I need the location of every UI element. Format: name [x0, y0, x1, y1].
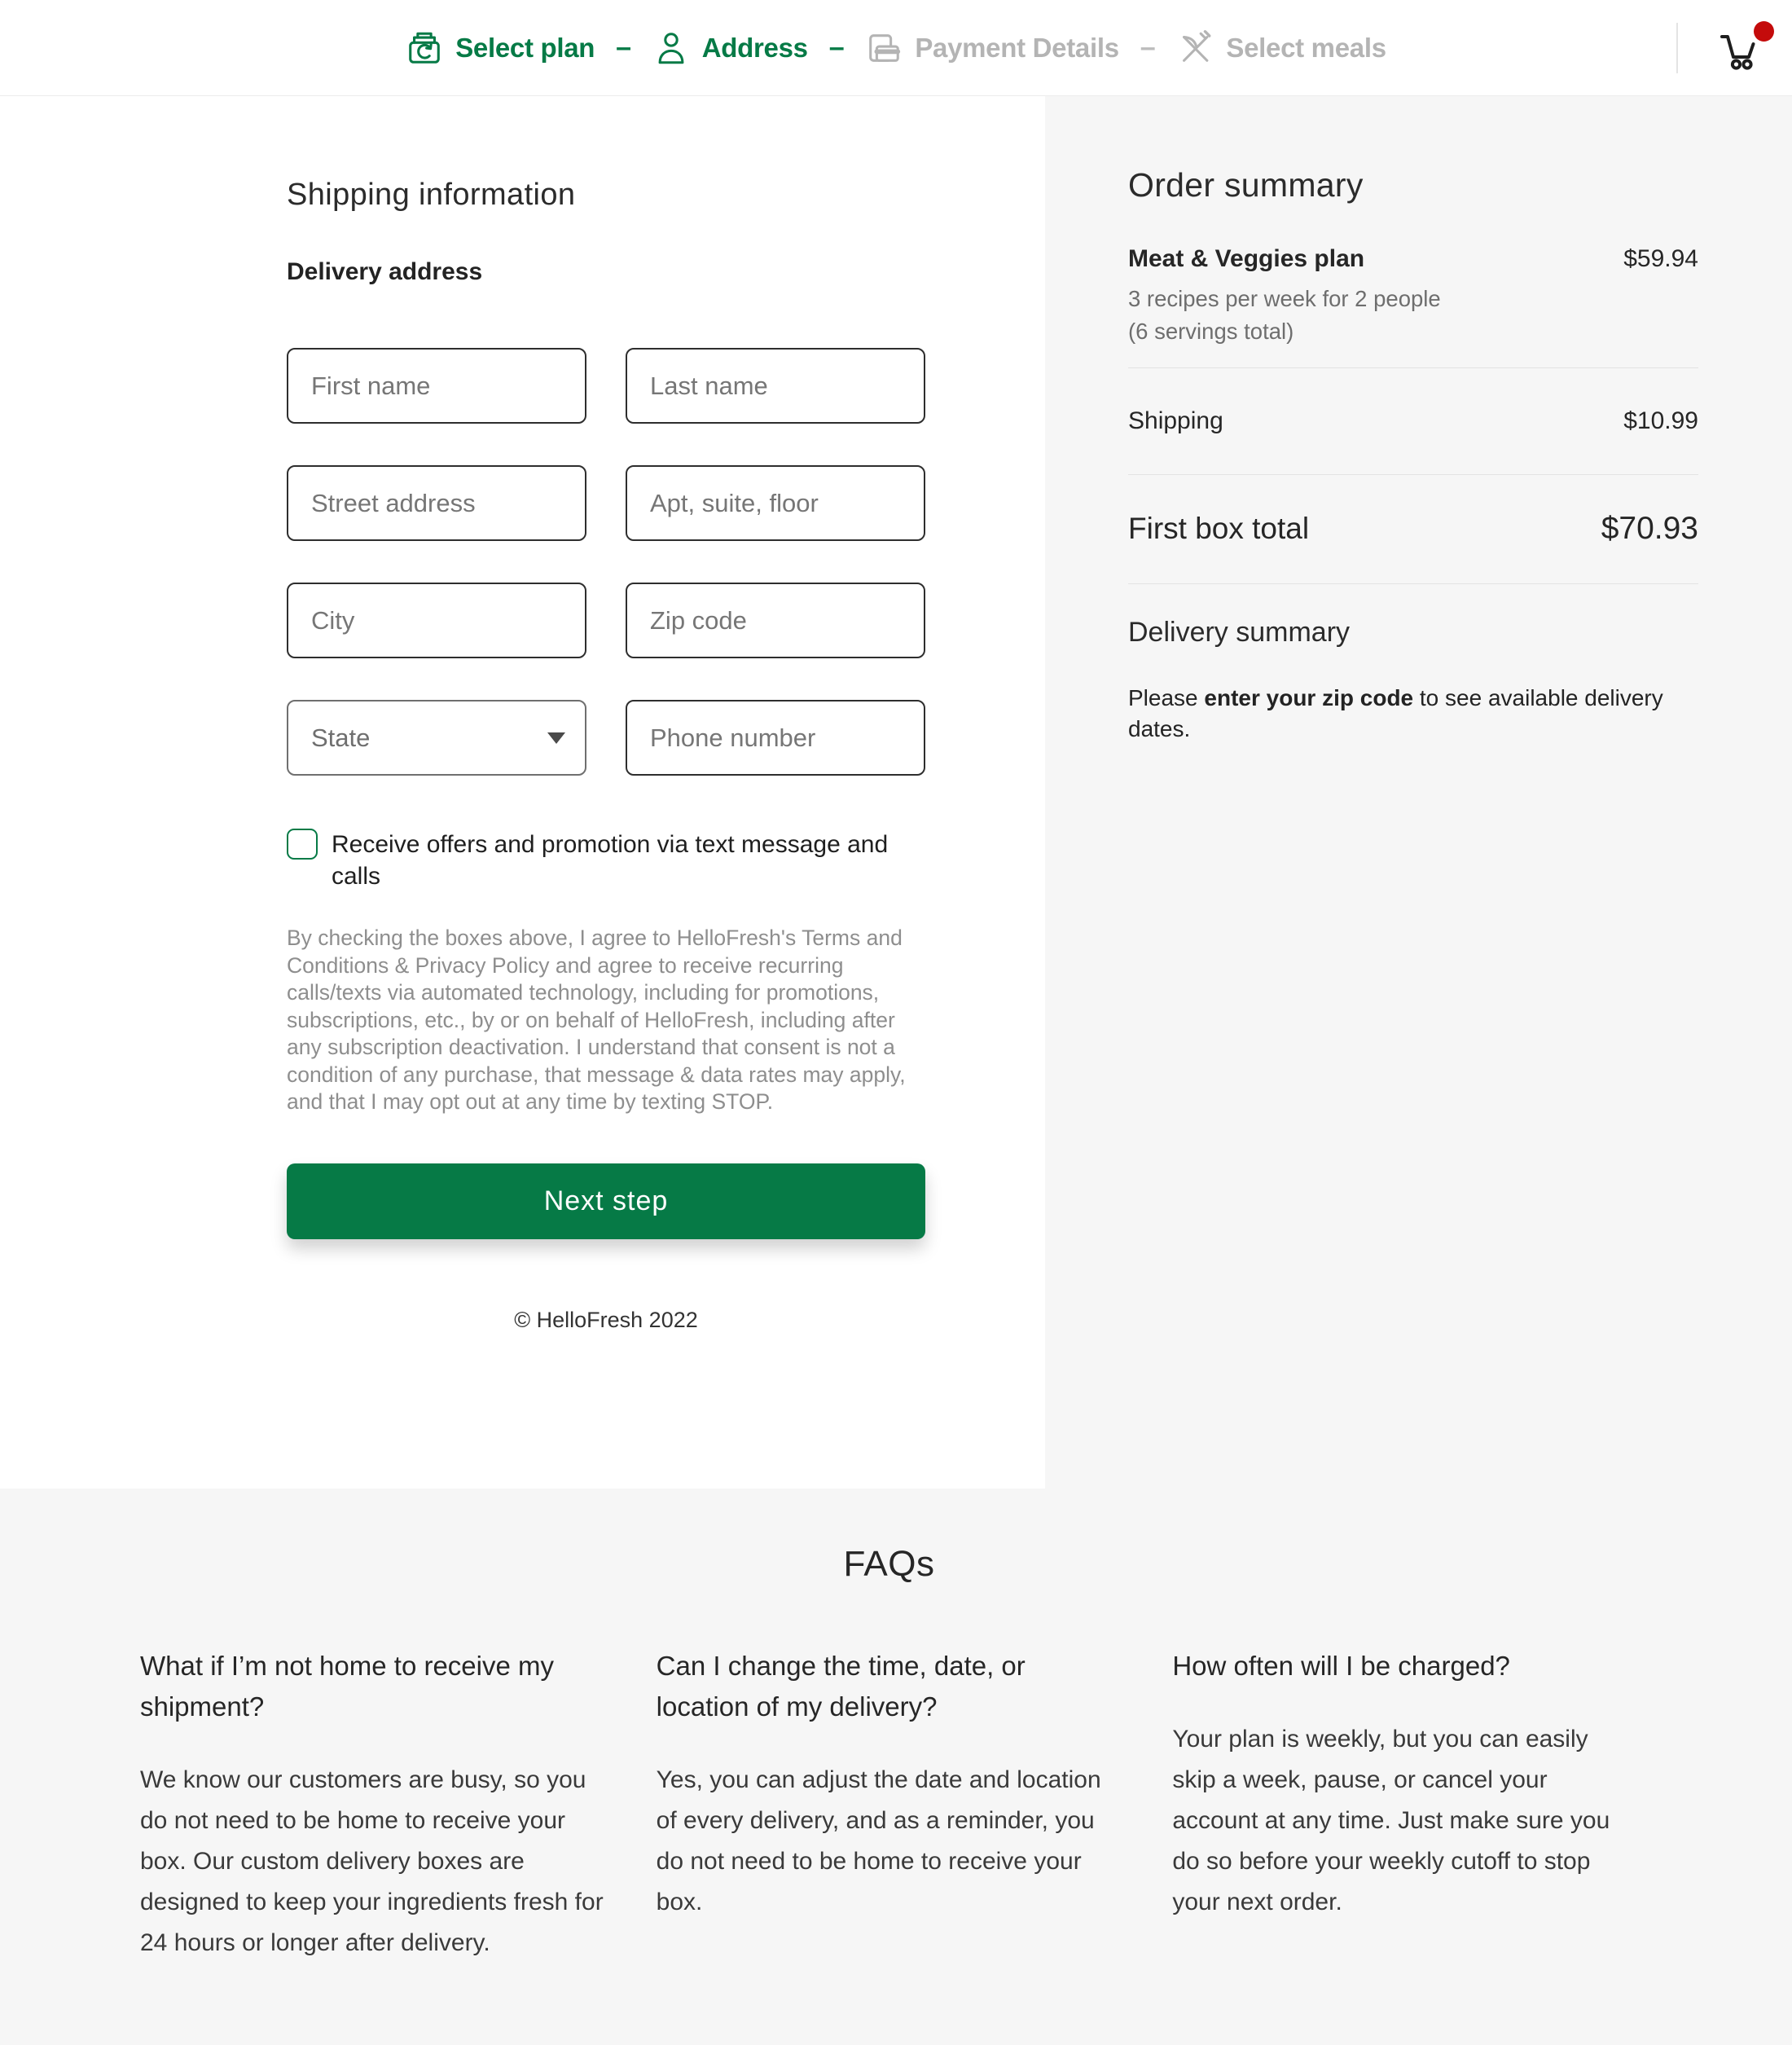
- step-select-meals: [1176, 29, 1386, 67]
- copyright-notice: © HelloFresh 2022: [514, 1307, 698, 1332]
- order-summary-panel: [1045, 96, 1792, 1489]
- cart-icon: [1714, 29, 1759, 72]
- step-label: Payment Details: [915, 32, 1119, 63]
- cart-button[interactable]: [1714, 24, 1768, 72]
- faq-answer: Your plan is weekly, but you can easily skip a week, pause, or cancel your account at any time. Just make sure you do so before your weekly cutoff to stop your next order.: [1172, 1726, 1610, 1915]
- phone-number-input[interactable]: [626, 700, 925, 776]
- cart-area: [1676, 0, 1768, 95]
- plan-row: [1128, 245, 1698, 273]
- delivery-summary-title: Delivery summary: [1128, 617, 1351, 648]
- faq-item: [140, 1646, 606, 1964]
- faq-title: FAQs: [843, 1544, 935, 1584]
- first-name-input[interactable]: [287, 348, 586, 424]
- faq-question: Can I change the time, date, or location of my delivery?: [656, 1651, 1026, 1722]
- step-select-plan[interactable]: [406, 29, 595, 67]
- checkout-header: [0, 0, 1792, 96]
- shipping-row: [1128, 407, 1698, 435]
- faq-question: How often will I be charged?: [1172, 1651, 1510, 1681]
- step-address[interactable]: [652, 29, 808, 67]
- last-name-input[interactable]: [626, 348, 925, 424]
- utensils-icon: [1176, 29, 1214, 67]
- header-divider: [1676, 23, 1678, 73]
- step-label: Select meals: [1226, 32, 1386, 63]
- summary-divider: [1128, 474, 1698, 475]
- state-select[interactable]: [287, 700, 586, 776]
- offers-checkbox[interactable]: [287, 829, 318, 860]
- plan-detail: 3 recipes per week for 2 people: [1128, 286, 1441, 311]
- faq-columns: [140, 1646, 1638, 1964]
- shipping-form-section: [0, 96, 1045, 1489]
- credit-card-icon: [865, 29, 903, 67]
- faq-item: [1172, 1646, 1638, 1964]
- street-address-input[interactable]: [287, 465, 586, 541]
- state-select-value: State: [311, 723, 371, 752]
- step-label: Select plan: [455, 32, 595, 63]
- delivery-zip-note: Please enter your zip code to see available delivery dates.: [1128, 685, 1663, 741]
- apt-suite-input[interactable]: [626, 465, 925, 541]
- faq-item: [657, 1646, 1122, 1964]
- plan-box-refresh-icon: [406, 29, 443, 67]
- address-form: [287, 348, 1045, 776]
- offers-checkbox-label: Receive offers and promotion via text message and calls: [332, 831, 889, 890]
- summary-divider: [1128, 583, 1698, 584]
- summary-divider: [1128, 367, 1698, 368]
- page-title: Shipping information: [287, 178, 576, 212]
- chevron-down-icon: [547, 732, 565, 744]
- zip-note-bold: enter your zip code: [1204, 685, 1414, 710]
- total-row: [1128, 511, 1698, 547]
- step-payment-details: [865, 29, 1118, 67]
- person-icon: [652, 29, 690, 67]
- checkout-steps: [406, 29, 1386, 67]
- step-label: Address: [701, 32, 808, 63]
- zip-code-input[interactable]: [626, 583, 925, 658]
- city-input[interactable]: [287, 583, 586, 658]
- shipping-price: $10.99: [1623, 407, 1698, 434]
- offers-checkbox-row: [287, 829, 894, 892]
- step-separator: –: [1140, 32, 1156, 63]
- legal-disclaimer: By checking the boxes above, I agree to HelloFresh's Terms and Conditions & Privacy Policy and agree to receive recurring calls/texts via automated technology, including for promotions, subscriptions, etc., by or on behalf of HelloFresh, including after any subscription deactivation. I understand that consent is not a condition of any purchase, that message & data rates may apply, and that I may opt out at any time by texting STOP.: [287, 926, 906, 1114]
- total-label: First box total: [1128, 512, 1310, 545]
- plan-price: $59.94: [1623, 245, 1698, 272]
- plan-name: Meat & Veggies plan: [1128, 245, 1365, 272]
- faq-section: [0, 1489, 1792, 2045]
- delivery-address-heading: Delivery address: [287, 258, 483, 285]
- main-area: [0, 96, 1792, 1489]
- plan-detail: (6 servings total): [1128, 319, 1294, 344]
- step-separator: –: [828, 32, 845, 63]
- order-summary-title: Order summary: [1128, 166, 1364, 204]
- cart-badge: [1754, 21, 1774, 42]
- total-price: $70.93: [1601, 511, 1698, 546]
- faq-question: What if I’m not home to receive my shipment?: [140, 1651, 555, 1722]
- shipping-label: Shipping: [1128, 407, 1223, 434]
- step-separator: –: [616, 32, 631, 63]
- faq-answer: We know our customers are busy, so you do not need to be home to receive your box. Our custom delivery boxes are designed to keep your ingredients fresh for 24 hours or longer after delivery.: [140, 1766, 604, 1956]
- next-step-button[interactable]: Next step: [287, 1163, 925, 1239]
- faq-answer: Yes, you can adjust the date and location of every delivery, and as a reminder, you do not need to be home to receive your box.: [656, 1766, 1101, 1915]
